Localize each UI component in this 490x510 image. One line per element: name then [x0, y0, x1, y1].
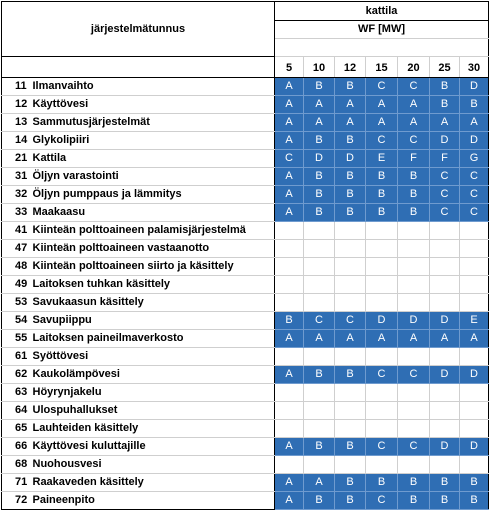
row-code: 66: [2, 438, 33, 456]
table-row: [2, 186, 489, 204]
value-cell: A: [275, 330, 304, 348]
value-cell: C: [398, 366, 430, 384]
value-cell: B: [398, 474, 430, 492]
value-cell: [304, 456, 335, 474]
table-row: [2, 402, 489, 420]
value-cell: [304, 240, 335, 258]
value-cell: [430, 258, 460, 276]
value-cell: [304, 258, 335, 276]
value-cell: [366, 384, 398, 402]
value-cell: C: [366, 492, 398, 510]
value-cell: C: [335, 312, 366, 330]
value-cell: [275, 276, 304, 294]
row-code: 47: [2, 240, 33, 258]
value-cell: D: [430, 312, 460, 330]
row-code: 12: [2, 96, 33, 114]
row-name: Nuohousvesi: [33, 456, 275, 474]
value-cell: [304, 420, 335, 438]
value-cell: [398, 294, 430, 312]
row-code: 72: [2, 492, 33, 510]
value-cell: A: [275, 366, 304, 384]
value-cell: D: [398, 312, 430, 330]
row-code: 14: [2, 132, 33, 150]
value-cell: [335, 420, 366, 438]
value-cell: B: [335, 132, 366, 150]
header-spacer: [275, 39, 489, 57]
value-cell: [304, 402, 335, 420]
table-row: [2, 348, 489, 366]
row-name: Lauhteiden käsittely: [33, 420, 275, 438]
value-cell: C: [398, 78, 430, 96]
value-cell: [398, 258, 430, 276]
value-cell: B: [398, 186, 430, 204]
row-code: 11: [2, 78, 33, 96]
value-cell: [460, 384, 489, 402]
table-row: [2, 492, 489, 510]
table-row: [2, 312, 489, 330]
value-cell: C: [460, 204, 489, 222]
header-size-cell: 12: [335, 57, 366, 78]
value-cell: B: [335, 168, 366, 186]
row-name: Kiinteän polttoaineen vastaanotto: [33, 240, 275, 258]
value-cell: A: [275, 114, 304, 132]
value-cell: [460, 456, 489, 474]
value-cell: [398, 420, 430, 438]
row-code: 31: [2, 168, 33, 186]
table-row: [2, 474, 489, 492]
value-cell: D: [366, 312, 398, 330]
table-row: [2, 294, 489, 312]
value-cell: C: [366, 438, 398, 456]
value-cell: B: [430, 492, 460, 510]
value-cell: [430, 402, 460, 420]
row-name: Höyrynjakelu: [33, 384, 275, 402]
value-cell: [460, 294, 489, 312]
value-cell: E: [366, 150, 398, 168]
value-cell: [335, 258, 366, 276]
value-cell: B: [275, 312, 304, 330]
value-cell: A: [366, 96, 398, 114]
value-cell: A: [366, 330, 398, 348]
value-cell: [460, 420, 489, 438]
value-cell: [275, 384, 304, 402]
value-cell: [335, 276, 366, 294]
value-cell: A: [335, 96, 366, 114]
header-size-cell: 20: [398, 57, 430, 78]
value-cell: [275, 402, 304, 420]
value-cell: [366, 222, 398, 240]
value-cell: [335, 240, 366, 258]
row-name: Kiinteän polttoaineen palamisjärjestelmä: [33, 222, 275, 240]
row-name: Glykolipiiri: [33, 132, 275, 150]
value-cell: D: [430, 438, 460, 456]
value-cell: C: [304, 312, 335, 330]
table-row: [2, 168, 489, 186]
value-cell: [335, 456, 366, 474]
row-name: Raakaveden käsittely: [33, 474, 275, 492]
value-cell: [275, 294, 304, 312]
value-cell: A: [460, 330, 489, 348]
row-code: 41: [2, 222, 33, 240]
value-cell: B: [335, 204, 366, 222]
value-cell: F: [430, 150, 460, 168]
value-cell: G: [460, 150, 489, 168]
value-cell: A: [304, 330, 335, 348]
value-cell: B: [460, 96, 489, 114]
table-row: [2, 258, 489, 276]
row-code: 55: [2, 330, 33, 348]
row-name: Syöttövesi: [33, 348, 275, 366]
row-name: Kattila: [33, 150, 275, 168]
value-cell: D: [304, 150, 335, 168]
value-cell: [366, 258, 398, 276]
value-cell: B: [304, 186, 335, 204]
value-cell: B: [304, 168, 335, 186]
value-cell: B: [335, 186, 366, 204]
value-cell: B: [335, 438, 366, 456]
table-row: [2, 114, 489, 132]
row-code: 61: [2, 348, 33, 366]
value-cell: [335, 402, 366, 420]
table-row: [2, 204, 489, 222]
row-name: Öljyn pumppaus ja lämmitys: [33, 186, 275, 204]
value-cell: A: [275, 168, 304, 186]
row-code: 54: [2, 312, 33, 330]
value-cell: B: [366, 168, 398, 186]
row-code: 62: [2, 366, 33, 384]
value-cell: [304, 384, 335, 402]
row-name: Ulospuhallukset: [33, 402, 275, 420]
value-cell: [398, 456, 430, 474]
value-cell: A: [275, 474, 304, 492]
value-cell: [304, 348, 335, 366]
value-cell: [430, 294, 460, 312]
value-cell: B: [366, 204, 398, 222]
value-cell: A: [304, 114, 335, 132]
value-cell: [366, 420, 398, 438]
value-cell: [366, 456, 398, 474]
header-system-code: järjestelmätunnus: [2, 2, 275, 57]
row-name: Käyttövesi: [33, 96, 275, 114]
value-cell: [430, 456, 460, 474]
table-row: [2, 150, 489, 168]
table-row: [2, 456, 489, 474]
value-cell: D: [460, 78, 489, 96]
value-cell: B: [304, 204, 335, 222]
row-code: 32: [2, 186, 33, 204]
value-cell: C: [398, 132, 430, 150]
value-cell: B: [460, 492, 489, 510]
value-cell: B: [335, 474, 366, 492]
value-cell: [460, 402, 489, 420]
value-cell: [398, 276, 430, 294]
value-cell: [398, 384, 430, 402]
value-cell: F: [398, 150, 430, 168]
value-cell: C: [366, 78, 398, 96]
value-cell: A: [430, 114, 460, 132]
value-cell: [366, 402, 398, 420]
table-row: [2, 276, 489, 294]
value-cell: D: [430, 132, 460, 150]
value-cell: A: [275, 204, 304, 222]
header-boiler: kattila: [275, 2, 489, 21]
row-name: Ilmanvaihto: [33, 78, 275, 96]
value-cell: D: [460, 366, 489, 384]
header-size-cell: 30: [460, 57, 489, 78]
value-cell: A: [398, 96, 430, 114]
row-code: 68: [2, 456, 33, 474]
value-cell: B: [335, 366, 366, 384]
value-cell: C: [460, 168, 489, 186]
value-cell: [430, 240, 460, 258]
row-code: 48: [2, 258, 33, 276]
value-cell: B: [304, 366, 335, 384]
value-cell: D: [460, 132, 489, 150]
header-size-cell: 5: [275, 57, 304, 78]
table-body: [2, 78, 489, 510]
system-code-table: [1, 1, 489, 510]
value-cell: B: [366, 186, 398, 204]
value-cell: C: [430, 204, 460, 222]
value-cell: C: [275, 150, 304, 168]
value-cell: [275, 222, 304, 240]
row-code: 33: [2, 204, 33, 222]
value-cell: [335, 222, 366, 240]
value-cell: B: [304, 78, 335, 96]
value-cell: [275, 456, 304, 474]
table-row: [2, 366, 489, 384]
value-cell: [460, 258, 489, 276]
value-cell: [398, 222, 430, 240]
table-row: [2, 78, 489, 96]
value-cell: E: [460, 312, 489, 330]
header-size-row: [2, 57, 489, 78]
value-cell: B: [430, 474, 460, 492]
value-cell: A: [304, 474, 335, 492]
row-name: Kaukolämpövesi: [33, 366, 275, 384]
row-name: Maakaasu: [33, 204, 275, 222]
value-cell: C: [430, 186, 460, 204]
value-cell: D: [430, 366, 460, 384]
value-cell: C: [366, 366, 398, 384]
value-cell: [335, 384, 366, 402]
value-cell: [366, 276, 398, 294]
value-cell: B: [304, 132, 335, 150]
value-cell: B: [430, 78, 460, 96]
value-cell: [304, 222, 335, 240]
table-row: [2, 420, 489, 438]
table-row: [2, 438, 489, 456]
value-cell: [398, 240, 430, 258]
table-row: [2, 132, 489, 150]
row-name: Sammutusjärjestelmät: [33, 114, 275, 132]
row-code: 71: [2, 474, 33, 492]
row-code: 21: [2, 150, 33, 168]
value-cell: C: [398, 438, 430, 456]
row-name: Öljyn varastointi: [33, 168, 275, 186]
value-cell: [430, 384, 460, 402]
row-name: Laitoksen tuhkan käsittely: [33, 276, 275, 294]
row-code: 53: [2, 294, 33, 312]
value-cell: [366, 348, 398, 366]
value-cell: [460, 222, 489, 240]
row-name: Laitoksen paineilmaverkosto: [33, 330, 275, 348]
table-row: [2, 330, 489, 348]
value-cell: B: [335, 492, 366, 510]
value-cell: B: [335, 78, 366, 96]
value-cell: A: [275, 96, 304, 114]
value-cell: A: [335, 330, 366, 348]
value-cell: [430, 222, 460, 240]
row-code: 13: [2, 114, 33, 132]
value-cell: [460, 348, 489, 366]
value-cell: [366, 240, 398, 258]
value-cell: A: [275, 132, 304, 150]
value-cell: [398, 348, 430, 366]
value-cell: A: [275, 438, 304, 456]
value-cell: B: [398, 492, 430, 510]
row-name: Savukaasun käsittely: [33, 294, 275, 312]
value-cell: A: [398, 330, 430, 348]
row-name: Savupiippu: [33, 312, 275, 330]
row-code: 64: [2, 402, 33, 420]
value-cell: [275, 348, 304, 366]
value-cell: A: [460, 114, 489, 132]
header-size-cell: 25: [430, 57, 460, 78]
table-row: [2, 240, 489, 258]
value-cell: [335, 294, 366, 312]
table-row: [2, 96, 489, 114]
value-cell: [304, 294, 335, 312]
value-cell: [304, 276, 335, 294]
value-cell: A: [398, 114, 430, 132]
table-row: [2, 222, 489, 240]
value-cell: [335, 348, 366, 366]
value-cell: A: [366, 114, 398, 132]
value-cell: [275, 420, 304, 438]
header-blank-code: [2, 57, 33, 78]
value-cell: C: [460, 186, 489, 204]
row-name: Käyttövesi kuluttajille: [33, 438, 275, 456]
value-cell: D: [335, 150, 366, 168]
value-cell: B: [460, 474, 489, 492]
value-cell: [430, 420, 460, 438]
value-cell: [430, 276, 460, 294]
value-cell: D: [460, 438, 489, 456]
value-cell: B: [398, 168, 430, 186]
value-cell: B: [430, 96, 460, 114]
header-blank-name: [33, 57, 275, 78]
header-size-cell: 10: [304, 57, 335, 78]
value-cell: A: [430, 330, 460, 348]
value-cell: [366, 294, 398, 312]
value-cell: [460, 276, 489, 294]
value-cell: B: [398, 204, 430, 222]
row-code: 65: [2, 420, 33, 438]
row-name: Kiinteän polttoaineen siirto ja käsittely: [33, 258, 275, 276]
value-cell: B: [304, 492, 335, 510]
value-cell: B: [304, 438, 335, 456]
header-wf-mw: WF [MW]: [275, 21, 489, 39]
value-cell: A: [275, 78, 304, 96]
value-cell: C: [366, 132, 398, 150]
row-code: 63: [2, 384, 33, 402]
value-cell: [275, 258, 304, 276]
value-cell: A: [335, 114, 366, 132]
value-cell: A: [275, 492, 304, 510]
row-code: 49: [2, 276, 33, 294]
value-cell: [275, 240, 304, 258]
value-cell: [398, 402, 430, 420]
table-row: [2, 384, 489, 402]
value-cell: C: [430, 168, 460, 186]
value-cell: A: [275, 186, 304, 204]
value-cell: B: [366, 474, 398, 492]
value-cell: [430, 348, 460, 366]
value-cell: A: [304, 96, 335, 114]
row-name: Paineenpito: [33, 492, 275, 510]
header-size-cell: 15: [366, 57, 398, 78]
value-cell: [460, 240, 489, 258]
